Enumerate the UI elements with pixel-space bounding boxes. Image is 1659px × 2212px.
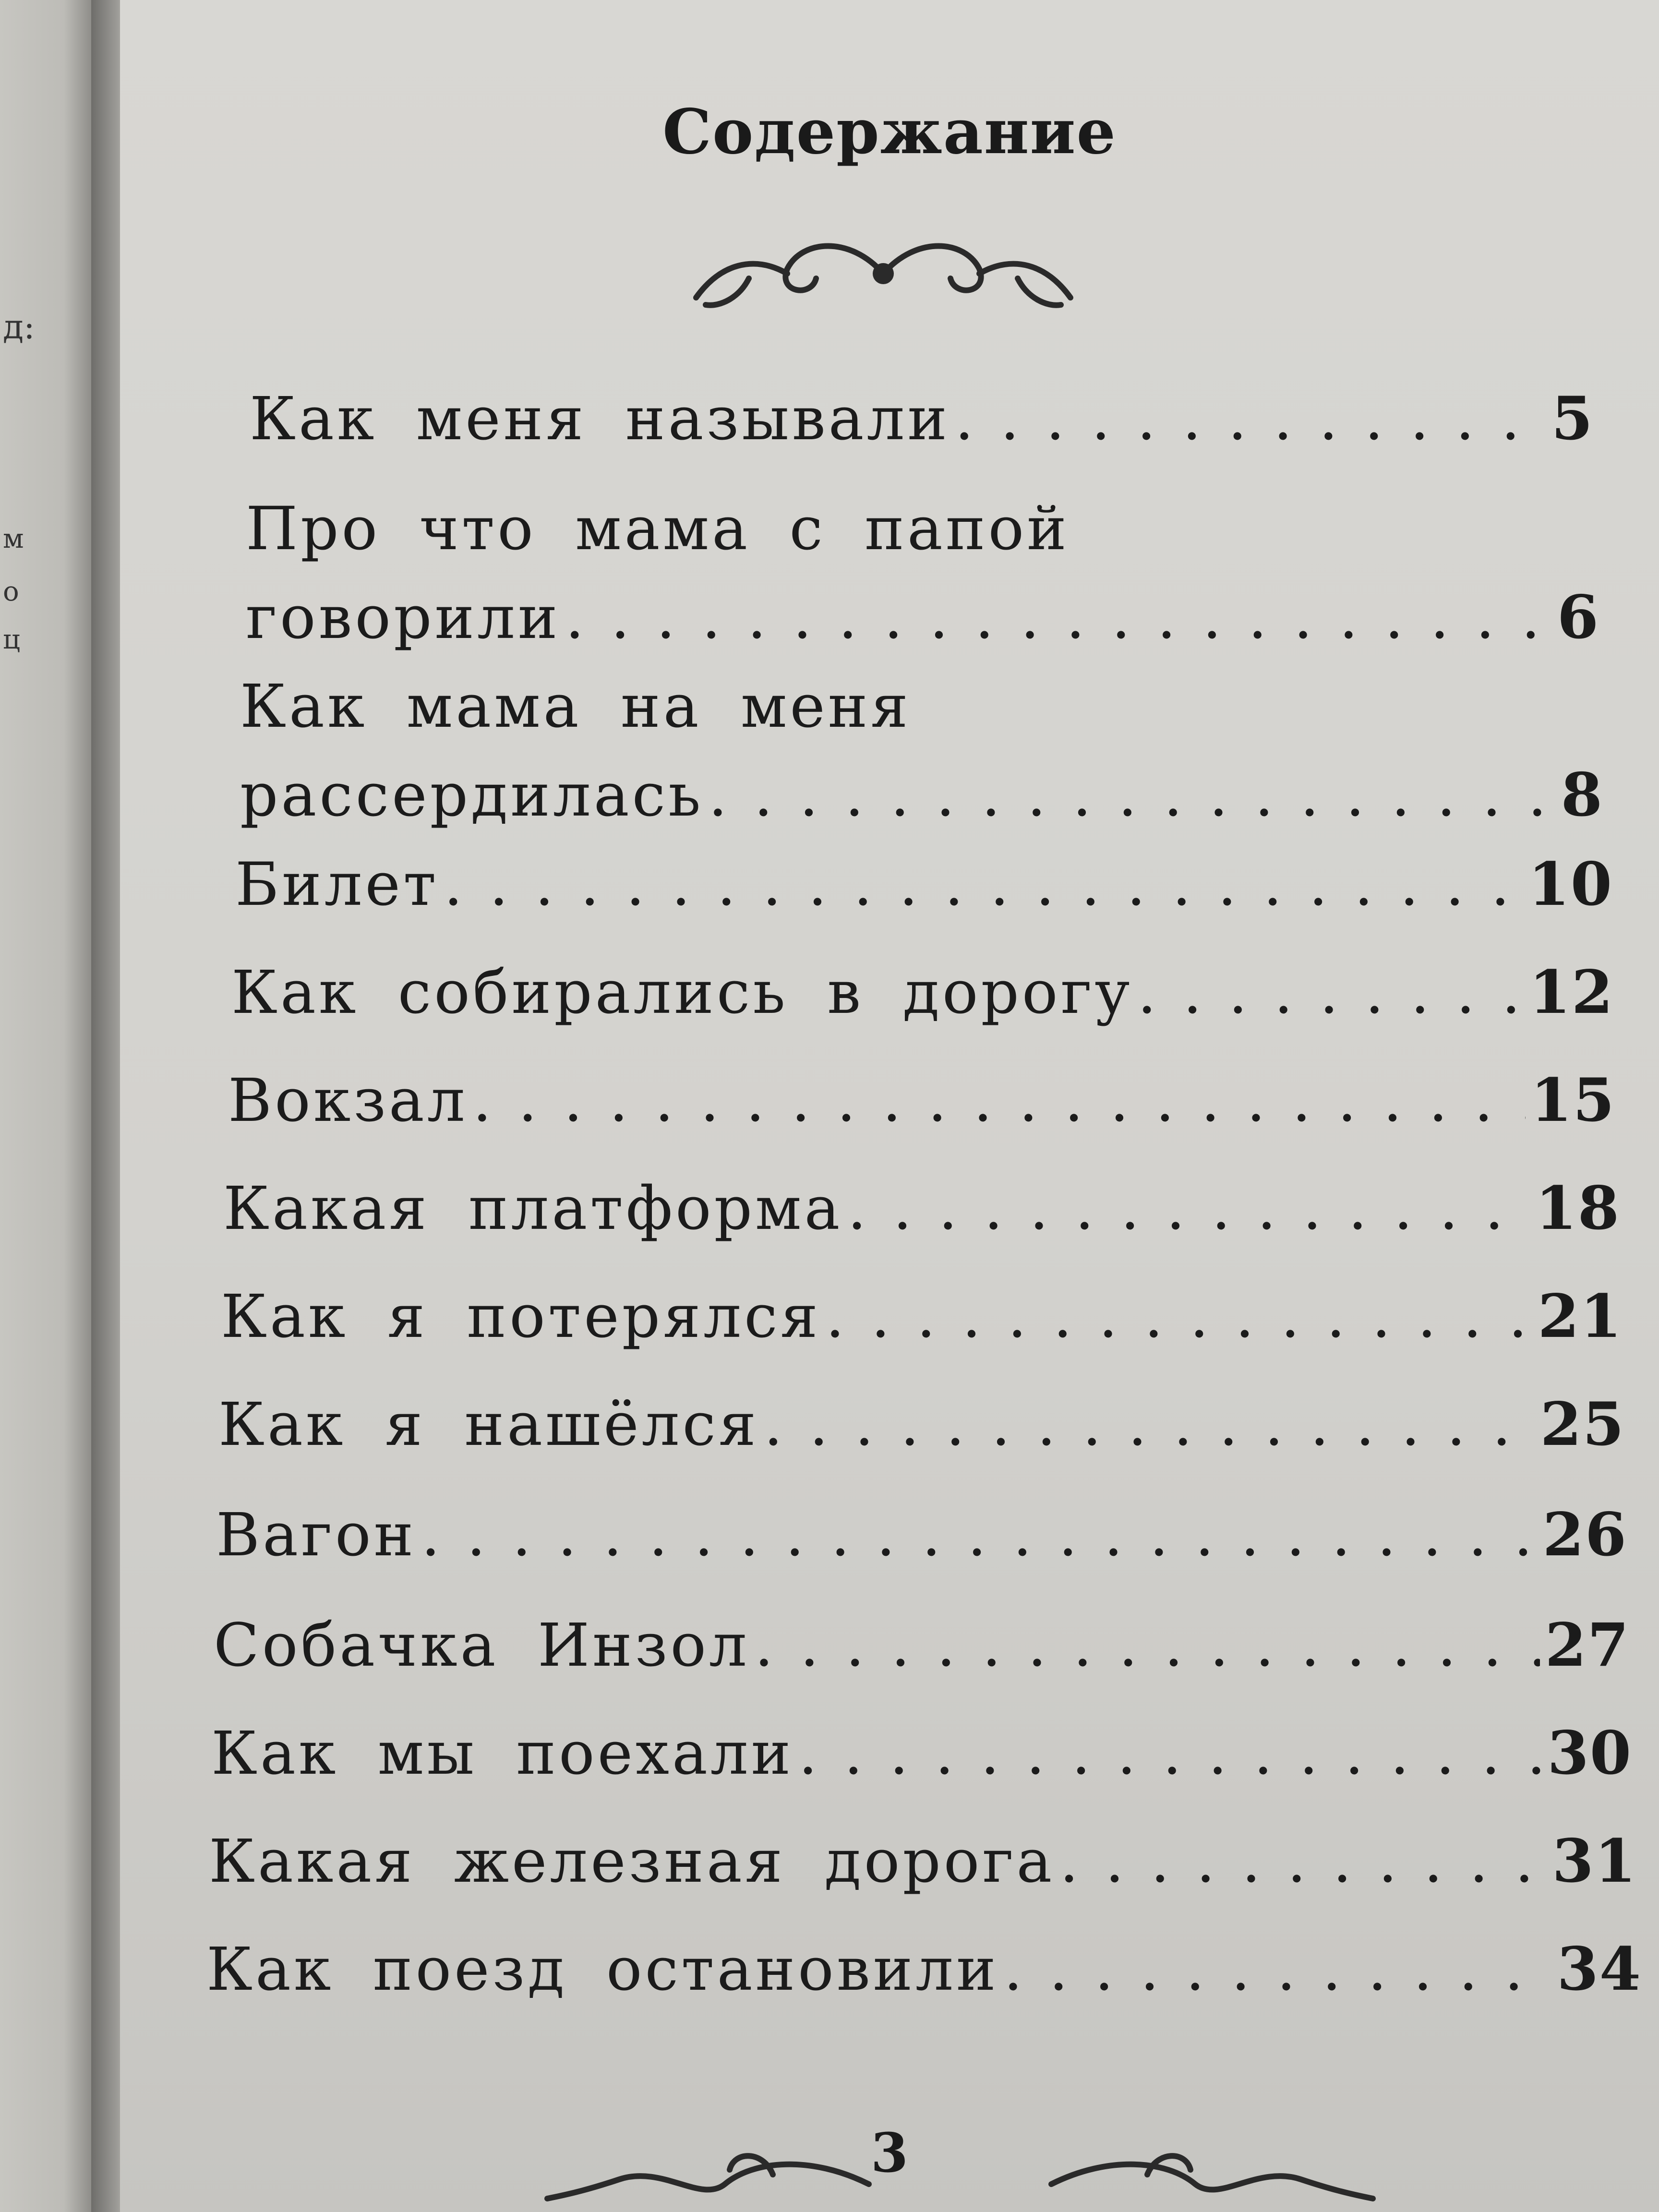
previous-page-fragment: ц — [3, 624, 21, 655]
toc-entry — [231, 958, 1614, 1027]
toc-leader-dots — [1059, 1827, 1547, 1896]
toc-entry-title: Какая железная дорога — [209, 1827, 1055, 1896]
toc-entry-title: Как мы поехали — [211, 1719, 794, 1788]
toc-page-number: 31 — [1552, 1827, 1637, 1896]
toc-entry-title: Про что мама с папой — [246, 494, 1070, 564]
toc-leader-dots — [847, 1174, 1530, 1243]
toc-entry — [216, 1500, 1627, 1570]
toc-page-number: 18 — [1535, 1174, 1620, 1243]
toc-page-number: 34 — [1557, 1935, 1642, 2004]
toc-leader-dots — [1004, 1935, 1552, 2004]
toc-entry-title: рассердилась — [240, 761, 704, 830]
toc-entry-title: Билет — [235, 850, 439, 919]
toc-entry-title: Вагон — [216, 1501, 417, 1570]
toc-entry — [240, 672, 1603, 830]
toc-page-number: 12 — [1529, 958, 1614, 1027]
toc-entry-title: Как поезд остановили — [206, 1935, 999, 2004]
page-number: 3 — [871, 2122, 908, 2185]
toc-leader-dots — [473, 1066, 1526, 1135]
toc-entry — [221, 1282, 1623, 1351]
footer-ornament-right — [1042, 2146, 1378, 2203]
toc-page-number: 25 — [1540, 1390, 1625, 1459]
previous-page-edge — [0, 0, 91, 2212]
toc-page-number: 6 — [1557, 583, 1599, 652]
toc-entry — [206, 1935, 1642, 2004]
toc-entry-title: Как мама на меня — [240, 672, 911, 741]
previous-page-fragment: д: — [3, 307, 35, 347]
previous-page-fragment: м — [3, 523, 24, 554]
toc-entry-title: Вокзал — [228, 1066, 468, 1135]
toc-page-number: 27 — [1545, 1611, 1630, 1680]
book-page — [120, 0, 1659, 2212]
toc-entry-title: говорили — [246, 583, 561, 652]
toc-entry-title: Как меня называли — [250, 385, 950, 454]
toc-leader-dots — [955, 385, 1547, 454]
table-of-contents — [120, 0, 1659, 2212]
toc-entry — [235, 850, 1613, 919]
toc-entry-title: Какая платформа — [223, 1174, 843, 1243]
toc-leader-dots — [1138, 958, 1525, 1027]
toc-page-number: 8 — [1561, 760, 1603, 830]
toc-entry — [214, 1611, 1630, 1680]
toc-entry-title: Как я нашёлся — [218, 1390, 759, 1459]
toc-leader-dots — [709, 761, 1556, 830]
toc-entry — [211, 1719, 1632, 1788]
previous-page-fragment: о — [3, 576, 19, 607]
toc-page-number: 15 — [1530, 1066, 1615, 1135]
toc-entry — [246, 494, 1599, 652]
toc-page-number: 30 — [1547, 1719, 1632, 1788]
toc-leader-dots — [444, 850, 1524, 919]
toc-entry-title: Собачка Инзол — [214, 1611, 750, 1680]
toc-leader-dots — [421, 1501, 1538, 1570]
toc-entry-title: Как собирались в дорогу — [231, 958, 1133, 1027]
toc-page-number: 26 — [1542, 1500, 1627, 1570]
toc-entry — [218, 1390, 1625, 1459]
toc-leader-dots — [764, 1390, 1535, 1459]
page-title: Содержание — [662, 96, 1117, 168]
toc-leader-dots — [565, 583, 1552, 652]
toc-page-number: 10 — [1528, 850, 1613, 919]
toc-page-number: 5 — [1551, 384, 1594, 454]
toc-leader-dots — [798, 1719, 1542, 1788]
toc-entry — [223, 1174, 1620, 1243]
toc-entry-title: Как я потерялся — [221, 1282, 821, 1351]
toc-entry — [209, 1827, 1637, 1896]
toc-leader-dots — [826, 1282, 1533, 1351]
toc-entry — [250, 384, 1594, 454]
toc-page-number: 21 — [1538, 1282, 1623, 1351]
toc-leader-dots — [755, 1611, 1540, 1680]
footer-ornament-left — [542, 2146, 878, 2203]
toc-entry — [228, 1066, 1615, 1135]
